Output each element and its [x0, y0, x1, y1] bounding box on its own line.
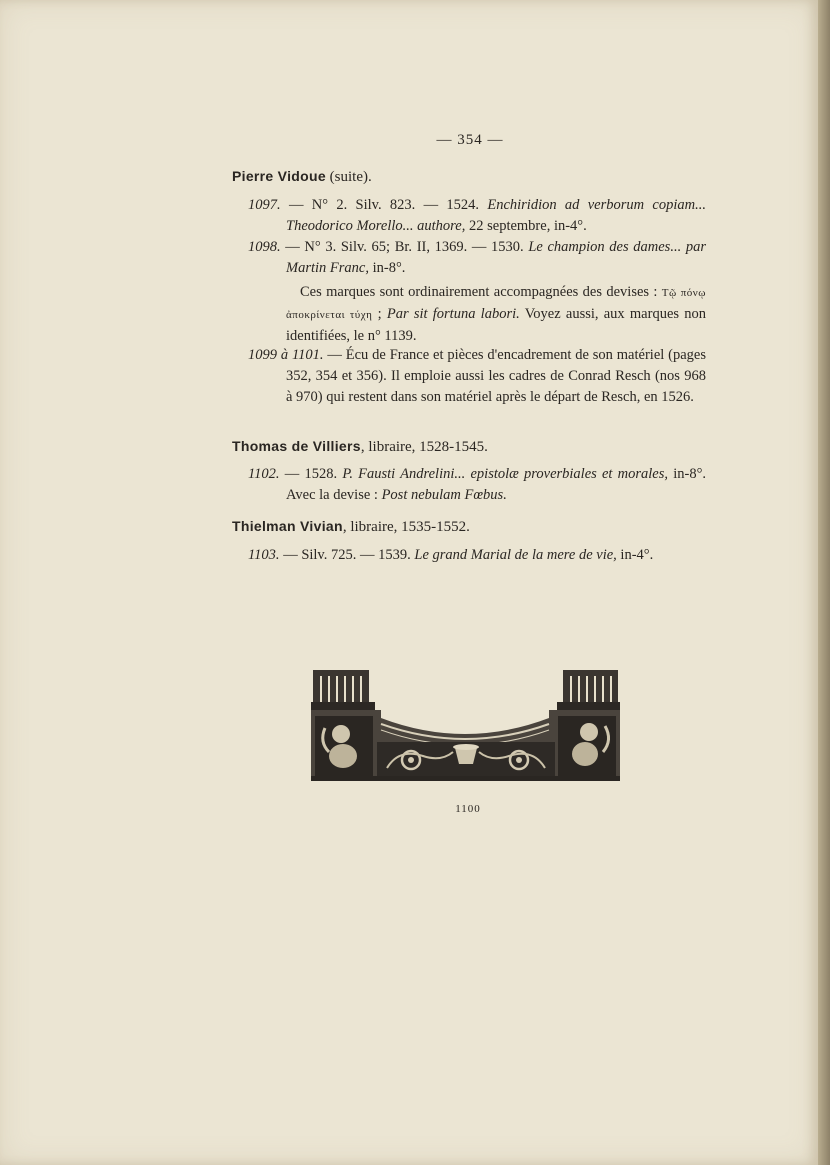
entry-number: 1097.: [248, 197, 281, 213]
entry-text: — Silv. 725. — 1539.: [279, 547, 415, 563]
catalog-entry-1098: [248, 237, 706, 279]
right-cherub-icon: [558, 716, 616, 776]
entry-number: 1099 à 1101.: [248, 347, 324, 363]
printer-name: Pierre Vidoue: [232, 168, 326, 184]
section-heading-thomas-de-villiers: [232, 438, 488, 456]
section-heading-thielman-vivian: [232, 518, 470, 536]
page-number: — 354 —: [436, 132, 504, 148]
entry-text: — N° 2. Silv. 823. — 1524.: [280, 197, 488, 213]
entry-title: Le grand Marial de la mere de vie,: [414, 547, 617, 563]
catalog-entry-1097: [248, 195, 706, 237]
left-column-icon: [311, 670, 375, 710]
entry-text: — 1528.: [279, 466, 343, 482]
woodcut-border-engraving: [311, 668, 620, 784]
note-text: Voyez aussi, aux marques non identifiées, le n° 1139.: [286, 306, 706, 344]
entry-text: — N° 3. Silv. 65; Br. II, 1369. — 1530.: [280, 239, 529, 255]
latin-motto: Par sit fortuna labori.: [386, 306, 520, 322]
greek-motto: Τῷ πόνῳ ἀποκρίνεται τύχη: [286, 287, 707, 321]
left-cherub-icon: [315, 716, 373, 776]
printer-name: Thielman Vivian: [232, 518, 343, 534]
entry-number: 1102.: [248, 466, 280, 482]
entry-text: 22 septembre, in-4°.: [465, 218, 587, 234]
catalog-entry-1103: [248, 545, 706, 566]
entry-title: Enchiridion ad verborum copiam... Theodorico Morello... authore,: [286, 197, 706, 234]
right-column-icon: [557, 670, 620, 710]
entry-title: Le champion des dames... par Martin Franc,: [286, 239, 706, 276]
heading-suffix: , libraire, 1528-1545.: [360, 439, 488, 455]
entry-motto: Post nebulam Fœbus.: [381, 487, 507, 503]
heading-suffix: (suite).: [325, 169, 372, 185]
note-text: ;: [372, 306, 387, 322]
section-heading-pierre-vidoue: [232, 168, 372, 186]
acanthus-frieze-icon: [377, 742, 555, 776]
devise-note: [286, 282, 706, 347]
entry-text: in-8°. Avec la devise :: [286, 466, 707, 503]
page-edge: [818, 0, 830, 1165]
figure-caption: 1100: [455, 803, 481, 815]
note-text: Ces marques sont ordinairement accompagnées des devises :: [300, 284, 662, 300]
heading-suffix: , libraire, 1535-1552.: [342, 519, 470, 535]
entry-number: 1103.: [248, 547, 280, 563]
catalog-entry-1102: [248, 464, 707, 506]
entry-number: 1098.: [248, 239, 281, 255]
printer-name: Thomas de Villiers: [232, 438, 361, 454]
entry-text: — Écu de France et pièces d'encadrement de son matériel (pages 352, 354 et 356). Il emploie aussi les cadres de Conrad Resch (nos 968 à 970) qui restent dans son matériel après le départ de Resch, en 1526.: [286, 347, 706, 405]
entry-text: in-4°.: [616, 547, 654, 563]
entry-title: P. Fausti Andrelini... epistolæ proverbiales et morales,: [342, 466, 669, 482]
entry-text: in-8°.: [368, 260, 406, 276]
catalog-entry-1099-1101: [248, 345, 706, 408]
